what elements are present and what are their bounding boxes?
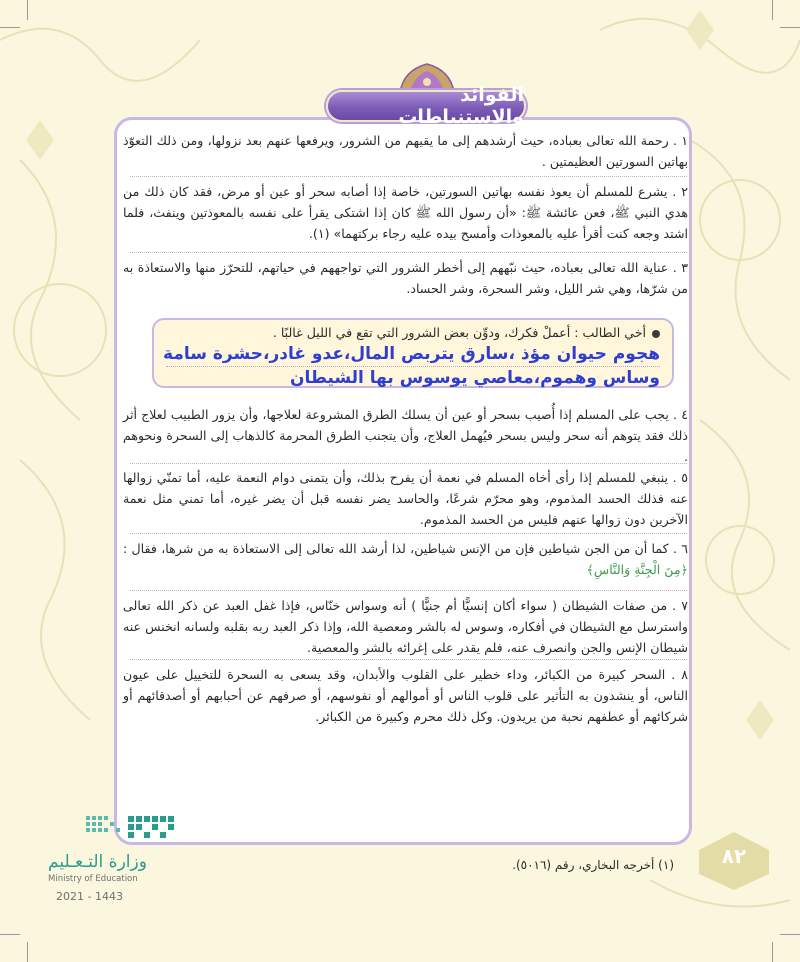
divider [130, 659, 687, 660]
ministry-name-arabic: وزارة التـعـليم [48, 852, 147, 872]
divider [130, 533, 687, 534]
ministry-emblem-icon [26, 814, 206, 850]
divider [130, 590, 687, 591]
student-answer-line-1[interactable]: هجوم حيوان مؤذ ،سارق يتربص المال،عدو غادر،حشرة سامة [163, 344, 660, 364]
student-activity-box [152, 318, 674, 388]
benefit-paragraph-2: ٢ . يشرع للمسلم أن يعوذ نفسه بهاتين السورتين، خاصة إذا أصابه سحر أو عين أو مرض، فقد كان ذلك من هدي النبي ﷺ، فعن عائشة ﷺ: «أن رسول الله ﷺ كان إذا اشتكى يقرأ على نفسه بالمعوذتين وينفث، فلما اشتد وجعه كنت أقرأ عليه بالمعوذات وأمسح بيده عليه رجاء بركتهما» (١). [123, 184, 688, 241]
crop-mark [0, 934, 20, 935]
benefit-paragraph-5: ٥ . ينبغي للمسلم إذا رأى أخاه المسلم في نعمة أن يفرح بذلك، وأن يتمنى دوام النعمة عليه، أما تمنّي زوالها عنه فذلك الحسد المذموم، وهو محرّم شرعًا، والحاسد يضر نفسه قبل أن يضر غيره، أما تمني مثل نعمة الآخرين دون زوالها عنهم فليس من الحسد المذموم. [123, 470, 688, 527]
quran-verse: ﴿مِنَ الْجِنَّةِ وَالنَّاسِ﴾ [586, 562, 688, 577]
crop-mark [772, 0, 773, 20]
page-number: ٨٢ [721, 844, 747, 868]
footnote: (١) أخرجه البخاري، رقم (٥٠١٦). [512, 858, 674, 872]
crop-mark [27, 942, 28, 962]
benefit-paragraph-4: ٤ . يجب على المسلم إذا أُصيب بسحر أو عين أن يسلك الطرق المشروعة لعلاجها، وأن يزور الطبيب لعلاج أثر ذلك فقد يتوهم أنه سحر وليس بسحر فيُهمل العلاج، وأن يتجنب الطرق المحرمة كالذهاب إلى السحرة ونحوهم . [123, 407, 688, 464]
page-number-badge [695, 830, 773, 892]
benefit-paragraph-3: ٣ . عناية الله تعالى بعباده، حيث نبّههم إلى أخطر الشرور التي تواجههم في حياتهم، للتحرّز منها والاستعاذة به من شرّها، وهي شر الليل، وشر السحرة، وشر الحساد. [123, 260, 688, 296]
divider [130, 463, 687, 464]
section-header [326, 62, 526, 128]
activity-prompt-text: أخي الطالب : أعملْ فكرك، ودوِّن بعض الشرور التي تقع في الليل غالبًا . [272, 325, 646, 340]
crop-mark [0, 27, 20, 28]
benefit-paragraph-8: ٨ . السحر كبيرة من الكبائر، وداء خطير على القلوب والأبدان، وقد يسعى به السحرة للتخييل على عيون الناس، أو ينشدون به التأثير على قلوب الناس أو أموالهم أو نفوسهم، أو صرفهم عن أحبابهم أو أصدقائهم أو شركائهم أو عطفهم نحبة من يريدون. وكل ذلك محرم وكبيرة من الكبائر. [123, 667, 688, 724]
ministry-logo [26, 814, 206, 903]
crop-mark [27, 0, 28, 20]
answer-line [166, 366, 660, 367]
student-answer-line-2[interactable]: وساس وهموم،معاصي يوسوس بها الشيطان [289, 368, 660, 388]
ministry-name-english: Ministry of Education [48, 874, 138, 884]
benefit-paragraph-6 [123, 538, 688, 580]
crop-mark [780, 934, 800, 935]
section-title: الفوائد والاستنباطات [326, 90, 526, 122]
benefit-paragraph-6-text: ٦ . كما أن من الجن شياطين فإن من الإنس شياطين، لذا أرشد الله تعالى إلى الاستعاذة به من شرها، فقال : [123, 541, 688, 556]
bullet-icon [652, 330, 660, 338]
divider [130, 176, 687, 177]
benefit-paragraph-7: ٧ . من صفات الشيطان ( سواء أكان إنسيًّا أم جنيًّا ) أنه وسواس خنّاس، فإذا غفل العبد عن ذكر الله تعالى واسترسل مع الشيطان في أفكاره، وسوس له بالشر ومعصية الله، وإذا ذكر العبد ربه بقلبه ولسانه انخنس عنه شيطان الإنس والجن وانصرف عنه، فلم يقدر على إغرائه بالشر والمعصية. [123, 598, 688, 655]
activity-prompt [273, 325, 660, 340]
divider [130, 252, 687, 253]
benefit-paragraph-1: ١ . رحمة الله تعالى بعباده، حيث أرشدهم إلى ما يقيهم من الشرور، ويرفعها عنهم بعد نزولها، ومن ذلك التعوّذ بهاتين السورتين العظيمتين . [123, 133, 688, 169]
crop-mark [780, 27, 800, 28]
crop-mark [772, 942, 773, 962]
edition-year: 2021 - 1443 [56, 890, 123, 903]
